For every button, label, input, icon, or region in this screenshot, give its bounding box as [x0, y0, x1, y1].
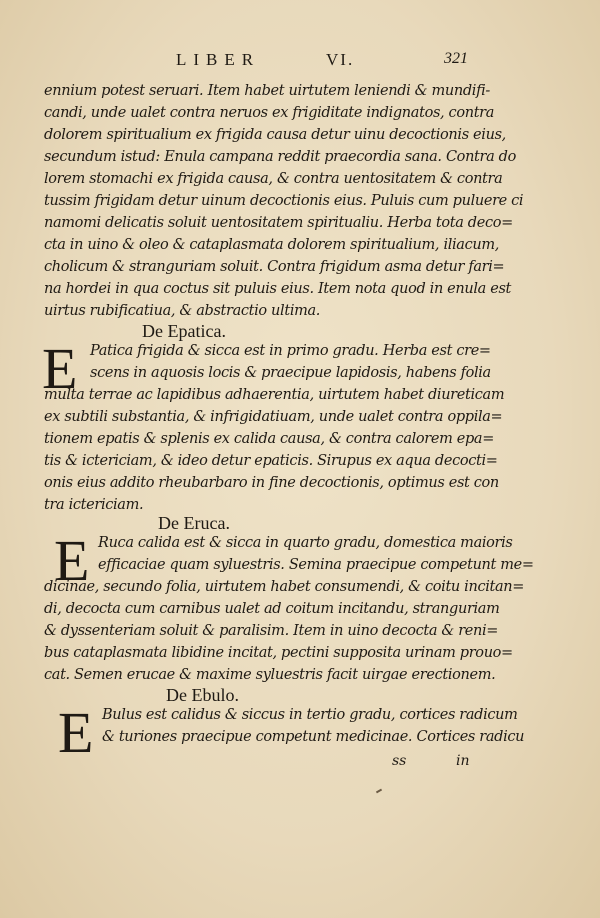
text-line: ennium potest seruari. Item habet uirtutem leniendi & mundifi-	[44, 83, 490, 99]
section-heading-ebulo: De Ebulo.	[166, 685, 239, 705]
drop-cap-initial: E	[58, 700, 94, 765]
text-line: lorem stomachi ex frigida causa, & contra uentositatem & contra	[44, 171, 503, 187]
text-line: candi, unde ualet contra neruos ex frigiditate indignatos, contra	[44, 105, 495, 121]
text-line: Patica frigida & sicca est in primo gradu. Herba est cre=	[90, 343, 491, 359]
running-title: LIBER	[176, 50, 261, 69]
text-line: multa terrae ac lapidibus adhaerentia, uirtutem habet diureticam	[44, 387, 505, 403]
text-line: tionem epatis & splenis ex calida causa, & contra calorem epa=	[44, 431, 495, 447]
text-line: & dyssenteriam soluit & paralisim. Item in uino decocta & reni=	[44, 623, 499, 639]
text-line: scens in aquosis locis & praecipue lapidosis, habens folia	[90, 365, 491, 381]
text-line: dolorem spiritualium ex frigida causa detur uinu decoctionis eius,	[44, 127, 506, 143]
text-line: tussim frigidam detur uinum decoctionis eius. Puluis cum puluere ci	[44, 193, 524, 209]
text-line: na hordei in qua coctus sit puluis eius. Item nota quod in enula est	[44, 281, 512, 297]
signature-mark: ss	[392, 753, 407, 769]
drop-lines-epatica	[90, 340, 491, 384]
section-heading-epatica: De Epatica.	[142, 321, 226, 341]
section-heading-eruca: De Eruca.	[158, 513, 230, 533]
text-line: Bulus est calidus & siccus in tertio gradu, cortices radicum	[102, 707, 518, 723]
catchword-text: in	[456, 753, 470, 769]
paragraph-eruca	[44, 576, 525, 686]
ink-speck	[376, 789, 382, 794]
text-line: ex subtili substantia, & infrigidatiuam, unde ualet contra oppila=	[44, 409, 503, 425]
folio-number: 321	[444, 50, 468, 67]
text-line: tis & ictericiam, & ideo detur epaticis. Sirupus ex aqua decocti=	[44, 453, 498, 469]
catchword	[392, 750, 482, 772]
drop-lines-ebulo	[102, 704, 525, 748]
text-line: & turiones praecipue competunt medicinae. Cortices radicu	[102, 729, 525, 745]
drop-cap-initial: E	[42, 336, 78, 401]
text-line: di, decocta cum carnibus ualet ad coitum incitandu, stranguriam	[44, 601, 500, 617]
text-line: secundum istud: Enula campana reddit praecordia sana. Contra do	[44, 149, 516, 165]
text-line: uirtus rubificatiua, & abstractio ultima.	[44, 303, 321, 319]
drop-cap-initial: E	[54, 528, 90, 593]
running-header	[0, 50, 600, 74]
paragraph-epatica	[44, 384, 505, 516]
text-line: cta in uino & oleo & cataplasmata dolorem spiritualium, iliacum,	[44, 237, 500, 253]
paragraph-enula-continuation	[44, 80, 524, 322]
text-line: tra ictericiam.	[44, 497, 144, 513]
text-line: efficaciae quam syluestris. Semina praecipue competunt me=	[98, 557, 534, 573]
text-line: dicinae, secundo folia, uirtutem habet consumendi, & coitu incitan=	[44, 579, 525, 595]
text-line: Ruca calida est & sicca in quarto gradu, domestica maioris	[98, 535, 513, 551]
text-line: cholicum & stranguriam soluit. Contra frigidum asma detur fari=	[44, 259, 505, 275]
text-line: onis eius addito rheubarbaro in fine decoctionis, optimus est con	[44, 475, 499, 491]
text-line: bus cataplasmata libidine incitat, pectini supposita urinam prouo=	[44, 645, 513, 661]
text-line: cat. Semen erucae & maxime syluestris facit uirgae erectionem.	[44, 667, 496, 683]
book-number: VI.	[326, 50, 355, 69]
text-line: namomi delicatis soluit uentositatem spiritualiu. Herba tota deco=	[44, 215, 513, 231]
drop-lines-eruca	[98, 532, 534, 576]
